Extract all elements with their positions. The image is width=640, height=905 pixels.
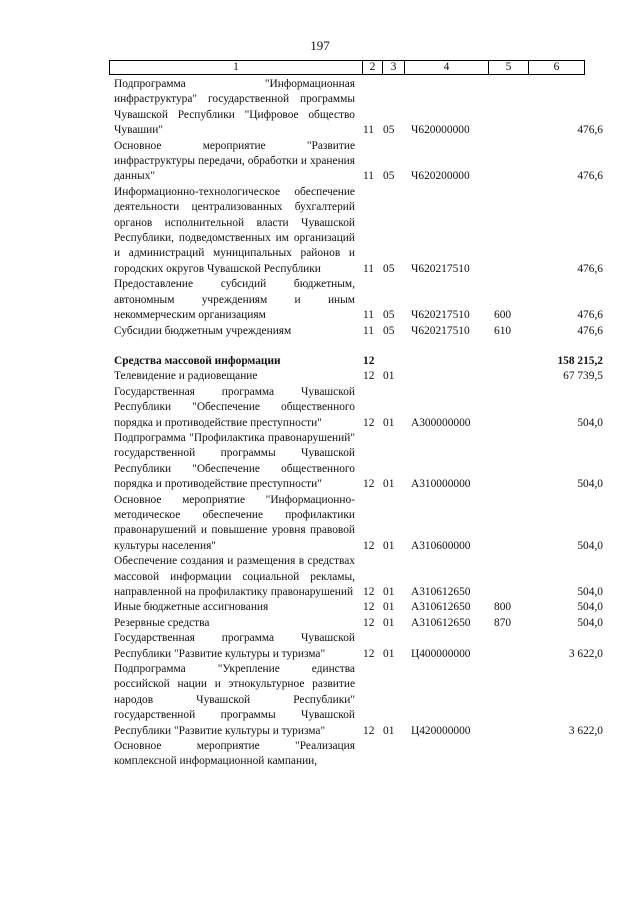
- target-article-code: А310612650: [411, 586, 471, 598]
- row-description: Обеспечение создания и размещения в средствах массовой информации социальной рекламы, направленной на профилактику правонарушений: [114, 555, 355, 598]
- table-row: [0, 493, 640, 555]
- section-code: 11: [363, 124, 374, 137]
- amount: 3 622,0: [568, 647, 603, 660]
- row-description: Субсидии бюджетным учреждениям: [114, 324, 292, 337]
- table-row: [0, 600, 640, 615]
- row-description: Резервные средства: [114, 616, 210, 629]
- subsection-code: 01: [383, 370, 395, 383]
- row-description: Государственная программа Чувашской Республики "Развитие культуры и туризма": [114, 632, 355, 660]
- section-code: 11: [363, 262, 374, 275]
- expense-type-code: 610: [494, 324, 512, 337]
- subsection-code: 01: [383, 601, 395, 614]
- subsection-code: 05: [383, 324, 395, 337]
- target-article-code: Ч620217510: [411, 262, 470, 275]
- subsection-code: 01: [383, 586, 395, 598]
- row-description: Средства массовой информации: [114, 354, 281, 367]
- table-row: [0, 662, 640, 739]
- section-code: 12: [363, 616, 375, 629]
- section-code: 12: [363, 586, 375, 598]
- page-number: 197: [310, 38, 330, 53]
- target-article-code: Ч620217510: [411, 324, 470, 337]
- row-description: Подпрограмма "Информационная инфраструктура" государственной программы Чувашской Республики "Цифровое общество Чувашии": [114, 78, 355, 137]
- section-code: 12: [363, 724, 375, 737]
- table-row: [0, 739, 640, 770]
- target-article-code: Ч620217510: [411, 309, 470, 322]
- amount: 504,0: [577, 616, 603, 629]
- row-description: Подпрограмма "Укрепление единства российской нации и этнокультурное развитие народов Чувашской Республики" государственной программы Чувашской Республики "Развитие культуры и туризма": [114, 663, 355, 737]
- table-row: [0, 385, 640, 431]
- target-article-code: Ц400000000: [411, 647, 471, 660]
- table-row: [0, 369, 640, 384]
- table-row: [0, 554, 640, 600]
- subsection-code: 01: [383, 478, 395, 491]
- section-code: 12: [363, 647, 375, 660]
- header-col-1: 1: [233, 61, 239, 73]
- header-col-6: 6: [528, 61, 584, 74]
- subsection-code: 01: [383, 416, 395, 429]
- subsection-code: 05: [383, 309, 395, 322]
- amount: 158 215,2: [557, 354, 603, 367]
- budget-table-body: [0, 77, 640, 770]
- amount: 504,0: [577, 478, 603, 491]
- target-article-code: А310600000: [411, 539, 471, 552]
- table-row: [0, 324, 640, 339]
- section-code: 12: [363, 416, 375, 429]
- amount: 504,0: [577, 586, 603, 598]
- amount: 504,0: [577, 416, 603, 429]
- row-description: Иные бюджетные ассигнования: [114, 601, 269, 614]
- row-description: Основное мероприятие "Реализация комплексной информационной кампании,: [114, 740, 355, 768]
- subsection-code: 01: [383, 539, 395, 552]
- table-row: [0, 631, 640, 662]
- table-row: [0, 616, 640, 631]
- target-article-code: Ч620000000: [411, 124, 470, 137]
- table-row: [0, 185, 640, 277]
- target-article-code: Ч620200000: [411, 170, 470, 183]
- header-col-4: 4: [404, 61, 488, 74]
- row-description: Основное мероприятие "Развитие инфраструктуры передачи, обработки и хранения данных": [114, 139, 355, 183]
- subsection-code: 01: [383, 647, 395, 660]
- row-description: Телевидение и радиовещание: [114, 370, 258, 383]
- section-code: 12: [363, 478, 375, 491]
- expense-type-code: 800: [494, 601, 512, 614]
- amount: 476,6: [577, 124, 603, 137]
- table-row: [0, 277, 640, 323]
- table-row: [0, 139, 640, 185]
- amount: 476,6: [577, 309, 603, 322]
- target-article-code: Ц420000000: [411, 724, 471, 737]
- amount: 504,0: [577, 539, 603, 552]
- expense-type-code: 600: [494, 309, 512, 322]
- table-row: [0, 431, 640, 493]
- header-col-5: 5: [488, 61, 528, 74]
- amount: 504,0: [577, 601, 603, 614]
- amount: 67 739,5: [563, 370, 603, 383]
- row-description: Предоставление субсидий бюджетным, автономным учреждениям и иным некоммерческим организациям: [114, 278, 355, 322]
- target-article-code: А310612650: [411, 601, 471, 614]
- section-code: 11: [363, 309, 374, 322]
- expense-type-code: 870: [494, 616, 512, 629]
- table-row: [0, 339, 640, 354]
- header-col-3: 3: [382, 61, 404, 74]
- row-description: Государственная программа Чувашской Республики "Обеспечение общественного порядка и противодействие преступности": [114, 385, 355, 429]
- section-code: 11: [363, 324, 374, 337]
- row-description: Подпрограмма "Профилактика правонарушений" государственной программы Чувашской Республики "Обеспечение общественного порядка и противодействие преступности": [114, 431, 355, 491]
- table-header: [109, 60, 585, 75]
- table-row: [0, 77, 640, 139]
- section-code: 11: [363, 170, 374, 183]
- subsection-code: 05: [383, 262, 395, 275]
- amount: 476,6: [577, 170, 603, 183]
- target-article-code: А310000000: [411, 478, 471, 491]
- subsection-code: 01: [383, 616, 395, 629]
- subsection-code: 05: [383, 170, 395, 183]
- section-code: 12: [363, 601, 375, 614]
- section-code: 12: [363, 539, 375, 552]
- header-col-2: 2: [362, 61, 382, 74]
- amount: 476,6: [577, 262, 603, 275]
- amount: 476,6: [577, 324, 603, 337]
- section-code: 12: [363, 354, 375, 367]
- target-article-code: А310612650: [411, 616, 471, 629]
- subsection-code: 01: [383, 724, 395, 737]
- row-description: Информационно-технологическое обеспечение деятельности централизованных бухгалтерий органов исполнительной власти Чувашской Республики, подведомственных им организаций и администраций муниципальных районов и городских округов Чувашской Республики: [114, 185, 355, 275]
- target-article-code: А300000000: [411, 416, 471, 429]
- subsection-code: 05: [383, 124, 395, 137]
- table-row: [0, 354, 640, 369]
- row-description: Основное мероприятие "Информационно-методическое обеспечение профилактики правонарушений и повышение уровня правовой культуры населения": [114, 493, 355, 552]
- section-code: 12: [363, 370, 375, 383]
- amount: 3 622,0: [568, 724, 603, 737]
